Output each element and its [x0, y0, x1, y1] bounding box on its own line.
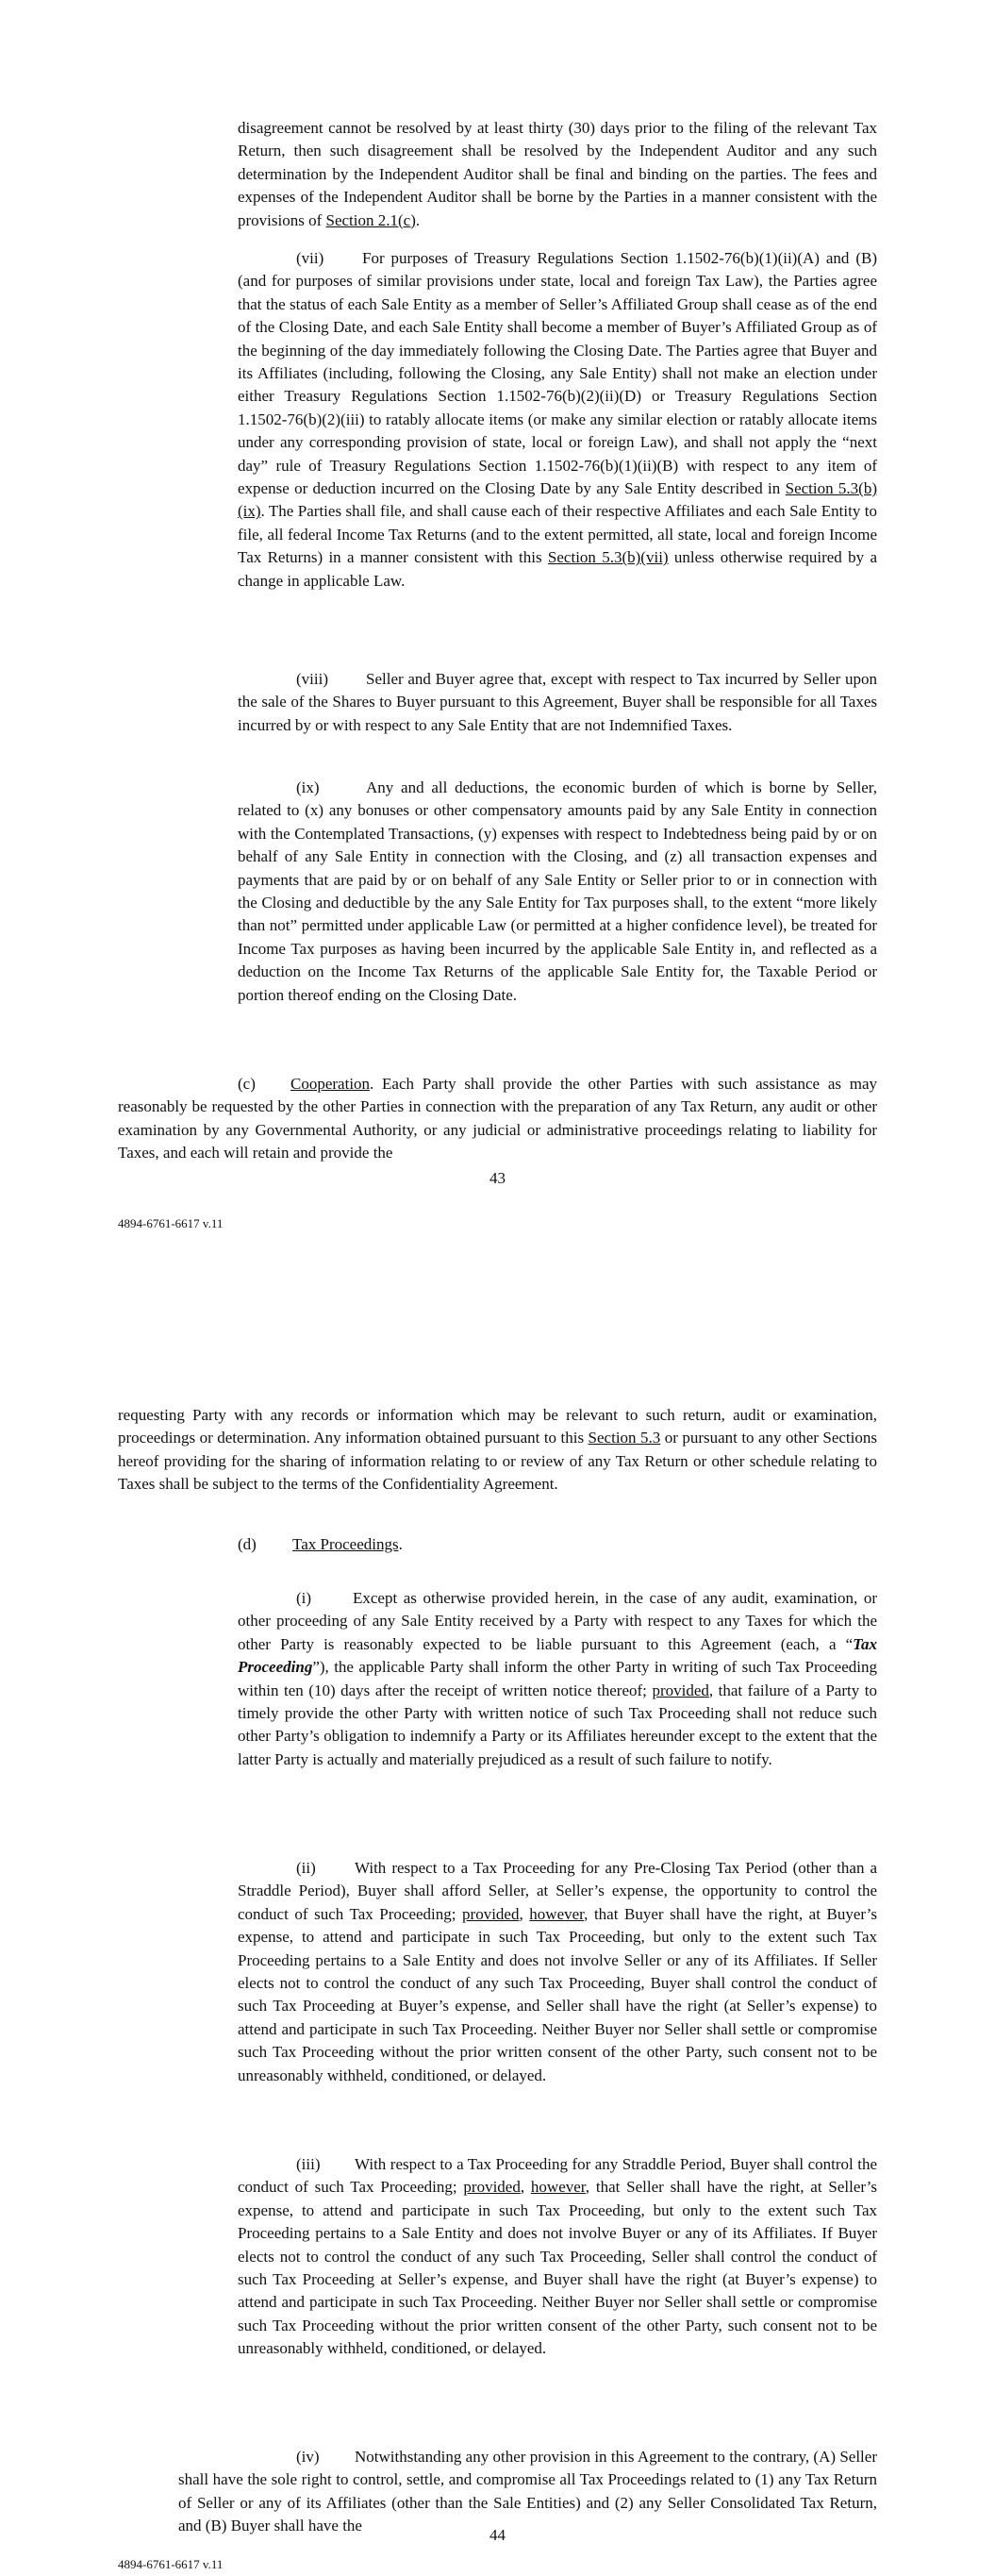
section-reference-link: Section 5.3(b)(vii) — [547, 548, 669, 567]
page-44 — [0, 1255, 995, 2576]
enumerator-viii: (viii) — [296, 670, 328, 688]
enumerator-vii: (vii) — [296, 249, 324, 267]
section-reference-link: Section 5.3 — [588, 1429, 661, 1447]
paragraph-viii: (viii) Seller and Buyer agree that, except with respect to Tax incurred by Seller upon the sale of the Shares to Buyer pursuant to this Agreement, Buyer shall be responsible for all Taxes incurred by or with respect to any Sale Entity that are not Indemnified Taxes. — [238, 670, 877, 734]
term-however: however — [530, 2178, 586, 2197]
paragraph-vii: (vii) For purposes of Treasury Regulations Section 1.1502-76(b)(1)(ii)(A) and (B) (and for purposes of similar provisions under state, local and foreign Tax Law), the Parties agree that the status of each Sale Entity as a member of Seller’s Affiliated Group shall cease as of the end of the Closing Date, and each Sale Entity shall become a member of Buyer’s Affiliated Group as of the beginning of the day immediately following the Closing Date. The Parties agree that Buyer and its Affiliates (including, following the Closing, any Sale Entity) shall not make an election under either Treasury Regulations Section 1.1502-76(b)(2)(ii)(D) or Treasury Regulations Section 1.1502-76(b)(2)(iii) to ratably allocate items (or make any similar election or ratably allocate items under any corresponding provision of state, local or foreign Law), and shall not apply the “next day” rule of Treasury Regulations Section 1.1502-76(b)(1)(ii)(B) with respect to any item of expense or deduction incurred on the Closing Date by any Sale Entity described in Section 5.3(b)(ix). The Parties shall file, and shall cause each of their respective Affiliates and each Sale Entity to file, all federal Income Tax Returns (and to the extent permitted, all state, local and foreign Income Tax Returns) in a manner consistent with this Section 5.3(b)(vii) unless otherwise required by a change in applicable Law. — [238, 249, 877, 590]
term-provided: provided — [652, 1681, 709, 1699]
term-provided: provided — [463, 2178, 521, 2197]
paragraph-iii: (iii) With respect to a Tax Proceeding for any Straddle Period, Buyer shall control the conduct of such Tax Proceeding; provided, however, that Seller shall have the right, at Seller’s expense, to attend and participate in such Tax Proceeding, but only to the extent such Tax Proceeding pertains to a Sale Entity and does not involve Buyer or any of its Affiliates. If Buyer elects not to control the conduct of any such Tax Proceeding, Seller shall control the conduct of such Tax Proceeding at Seller’s expense, and Buyer shall have the right (at Buyer’s expense) to attend and participate in such Tax Proceeding. Neither Buyer nor Seller shall settle or compromise such Tax Proceeding without the prior written consent of the other Party, such consent not to be unreasonably withheld, conditioned, or delayed. — [238, 2155, 877, 2358]
enumerator-ix: (ix) — [296, 778, 320, 796]
paragraph-ii: (ii) With respect to a Tax Proceeding for any Pre-Closing Tax Period (other than a Straddle Period), Buyer shall afford Seller, at Seller’s expense, the opportunity to control the conduct of such Tax Proceeding; provided, however, that Buyer shall have the right, at Buyer’s expense, to attend and participate in such Tax Proceeding, but only to the extent such Tax Proceeding pertains to a Sale Entity and does not involve Seller or any of its Affiliates. If Seller elects not to control the conduct of any such Tax Proceeding, Buyer shall control the conduct of such Tax Proceeding at Buyer’s expense, and Seller shall have the right (at Seller’s expense) to attend and participate in such Tax Proceeding. Neither Buyer nor Seller shall settle or compromise such Tax Proceeding without the prior written consent of the other Party, such consent not to be unreasonably withheld, conditioned, or delayed. — [238, 1859, 877, 2084]
page-43 — [0, 0, 995, 1255]
enumerator-c: (c) — [238, 1075, 256, 1093]
document-id: 4894-6761-6617 v.11 — [118, 1216, 224, 1230]
page-number: 43 — [489, 1169, 506, 1187]
document-id: 4894-6761-6617 v.11 — [118, 2557, 224, 2571]
page-number: 44 — [489, 2526, 506, 2544]
enumerator-i: (i) — [296, 1589, 312, 1607]
paragraph-continuation: requesting Party with any records or information which may be relevant to such return, audit or examination, proceedings or determination. Any information obtained pursuant to this Section 5.3 or pursuant to any other Sections hereof providing for the sharing of information relating to or review of any Tax Return or other schedule relating to Taxes shall be subject to the terms of the Confidentiality Agreement. — [118, 1406, 877, 1494]
paragraph-iv: (iv) Notwithstanding any other provision in this Agreement to the contrary, (A) Seller shall have the sole right to control, settle, and compromise all Tax Proceedings related to (1) any Tax Return of Seller or any of its Affiliates (other than the Sale Entities) and (2) any Seller Consolidated Tax Return, and (B) Buyer shall have the — [178, 2448, 877, 2535]
paragraph-c: (c) Cooperation. Each Party shall provide the other Parties with such assistance as may reasonably be requested by the other Parties in connection with the preparation of any Tax Return, any audit or other examination by any Governmental Authority, or any judicial or administrative proceedings relating to liability for Taxes, and each will retain and provide the — [118, 1075, 877, 1163]
paragraph-d: (d) Tax Proceedings. — [238, 1533, 877, 1556]
paragraph-ix: (ix) Any and all deductions, the economic burden of which is borne by Seller, related to (x) any bonuses or other compensatory amounts paid by any Sale Entity in connection with the Contemplated Transactions, (y) expenses with respect to Indebtedness being paid by or on behalf of any Sale Entity in connection with the Closing, and (z) all transaction expenses and payments that are paid by or on behalf of any Sale Entity or Seller prior to or in connection with the Closing and deductible by the any Sale Entity for Tax purposes shall, to the extent “more likely than not” permitted under applicable Law (or permitted at a higher confidence level), be treated for Income Tax purposes as having been incurred by the applicable Sale Entity in, and reflected as a deduction on the Income Tax Returns of the applicable Sale Entity for, the Taxable Period or portion thereof ending on the Closing Date. — [238, 778, 877, 1004]
term-however: however — [529, 1904, 585, 1923]
paragraph-i: (i) Except as otherwise provided herein, in the case of any audit, examination, or other proceeding of any Sale Entity received by a Party with respect to any Taxes for which the other Party is reasonably expected to be liable pursuant to this Agreement (each, a “Tax Proceeding”), the applicable Party shall inform the other Party in writing of such Tax Proceeding within ten (10) days after the receipt of written notice thereof; provided, that failure of a Party to timely provide the other Party with written notice of such Tax Proceeding shall not reduce such other Party’s obligation to indemnify a Party or its Affiliates hereunder except to the extent that the latter Party is actually and materially prejudiced as a result of such failure to notify. — [238, 1589, 877, 1768]
section-reference-link: Section 5.3(b)(ix) — [238, 479, 877, 521]
paragraph-continuation: disagreement cannot be resolved by at least thirty (30) days prior to the filing of the relevant Tax Return, then such disagreement shall be resolved by the Independent Auditor and any such determination by the Independent Auditor shall be final and binding on the parties. The fees and expenses of the Independent Auditor shall be borne by the Parties in a manner consistent with the provisions of Section 2.1(c). — [238, 119, 877, 229]
enumerator-iv: (iv) — [296, 2448, 320, 2466]
enumerator-d: (d) — [238, 1535, 257, 1553]
heading-tax-proceedings: Tax Proceedings — [292, 1535, 399, 1553]
enumerator-ii: (ii) — [296, 1859, 316, 1877]
term-provided: provided — [462, 1904, 520, 1923]
defined-term-tax-proceeding: Tax Proceeding — [238, 1634, 877, 1677]
enumerator-iii: (iii) — [296, 2155, 321, 2173]
heading-cooperation: Cooperation — [290, 1075, 371, 1093]
section-reference-link: Section 2.1(c) — [325, 210, 416, 229]
